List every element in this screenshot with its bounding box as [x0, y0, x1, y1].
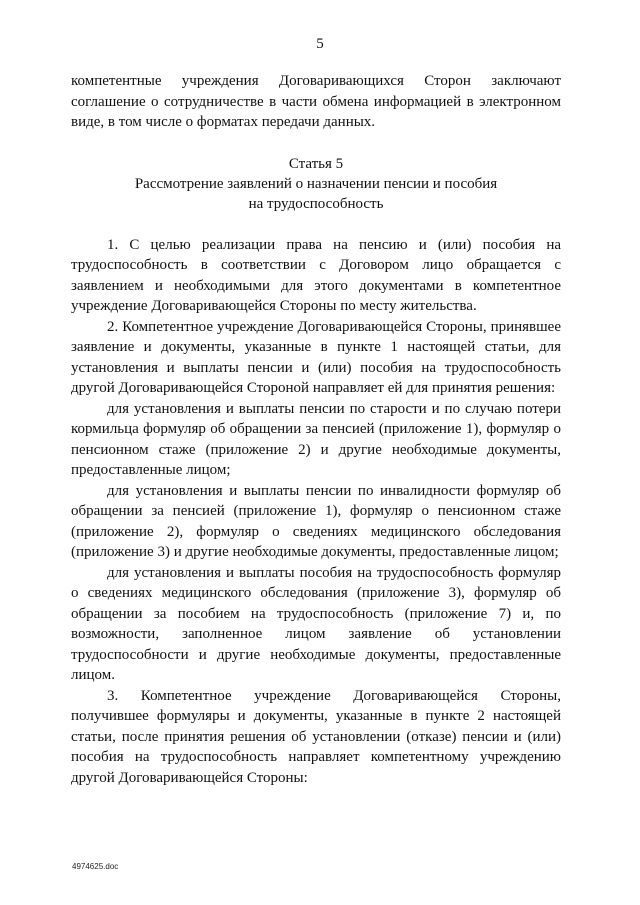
paragraph-3: 3. Компетентное учреждение Договаривающейся Стороны, получившее формуляры и документы, указанные в пункте 2 настоящей статьи, после принятия решения об установлении (отказе) пенсии и (или) пособия на трудоспособность направляет компетентному учреждению другой Договаривающейся Стороны: [71, 687, 561, 786]
paragraph-2-item-benefit: для установления и выплаты пособия на трудоспособность формуляр о сведениях медицинского обследования (приложение 3), формуляр об обращении за пособием на трудоспособность (приложение 7) и, по возможности, заполненное лицом заявление об установлении трудоспособности и другие необходимые документы, предоставленные лицом. [71, 564, 561, 683]
page-number: 5 [316, 36, 324, 52]
paragraph-2: 2. Компетентное учреждение Договаривающейся Стороны, принявшее заявление и документы, указанные в пункте 1 настоящей статьи, для установления и выплаты пенсии и (или) пособия на трудоспособность другой Договаривающейся Стороной направляет ей для принятия решения: [71, 318, 561, 396]
intro-paragraph: компетентные учреждения Договаривающихся Сторон заключают соглашение о сотрудничестве в части обмена информацией в электронном виде, в том числе о форматах передачи данных. [71, 73, 561, 130]
article-heading [71, 154, 561, 214]
footer-file-code: 4974625.doc [72, 862, 119, 871]
paragraph-2-item-disability: для установления и выплаты пенсии по инвалидности формуляр об обращении за пенсией (приложение 1), формуляр о пенсионном стаже (приложение 2), формуляр о сведениях медицинского обследования (приложение 3) и другие необходимые документы, предоставленные лицом; [71, 482, 561, 560]
paragraph-2-item-old-age: для установления и выплаты пенсии по старости и по случаю потери кормильца формуляр об обращении за пенсией (приложение 1), формуляр о пенсионном стаже (приложение 2) и другие необходимые документы, предоставленные лицом; [71, 400, 561, 478]
article-title-line-1: Рассмотрение заявлений о назначении пенсии и пособия [134, 175, 498, 192]
document-body [71, 71, 561, 788]
article-title-line-2: на трудоспособность [248, 195, 384, 212]
paragraph-1: 1. С целью реализации права на пенсию и (или) пособия на трудоспособность в соответствии с Договором лицо обращается с заявлением и необходимыми для этого документами в компетентное учреждение Договаривающейся Стороны по месту жительства. [71, 236, 561, 314]
article-number: Статья 5 [288, 155, 344, 172]
